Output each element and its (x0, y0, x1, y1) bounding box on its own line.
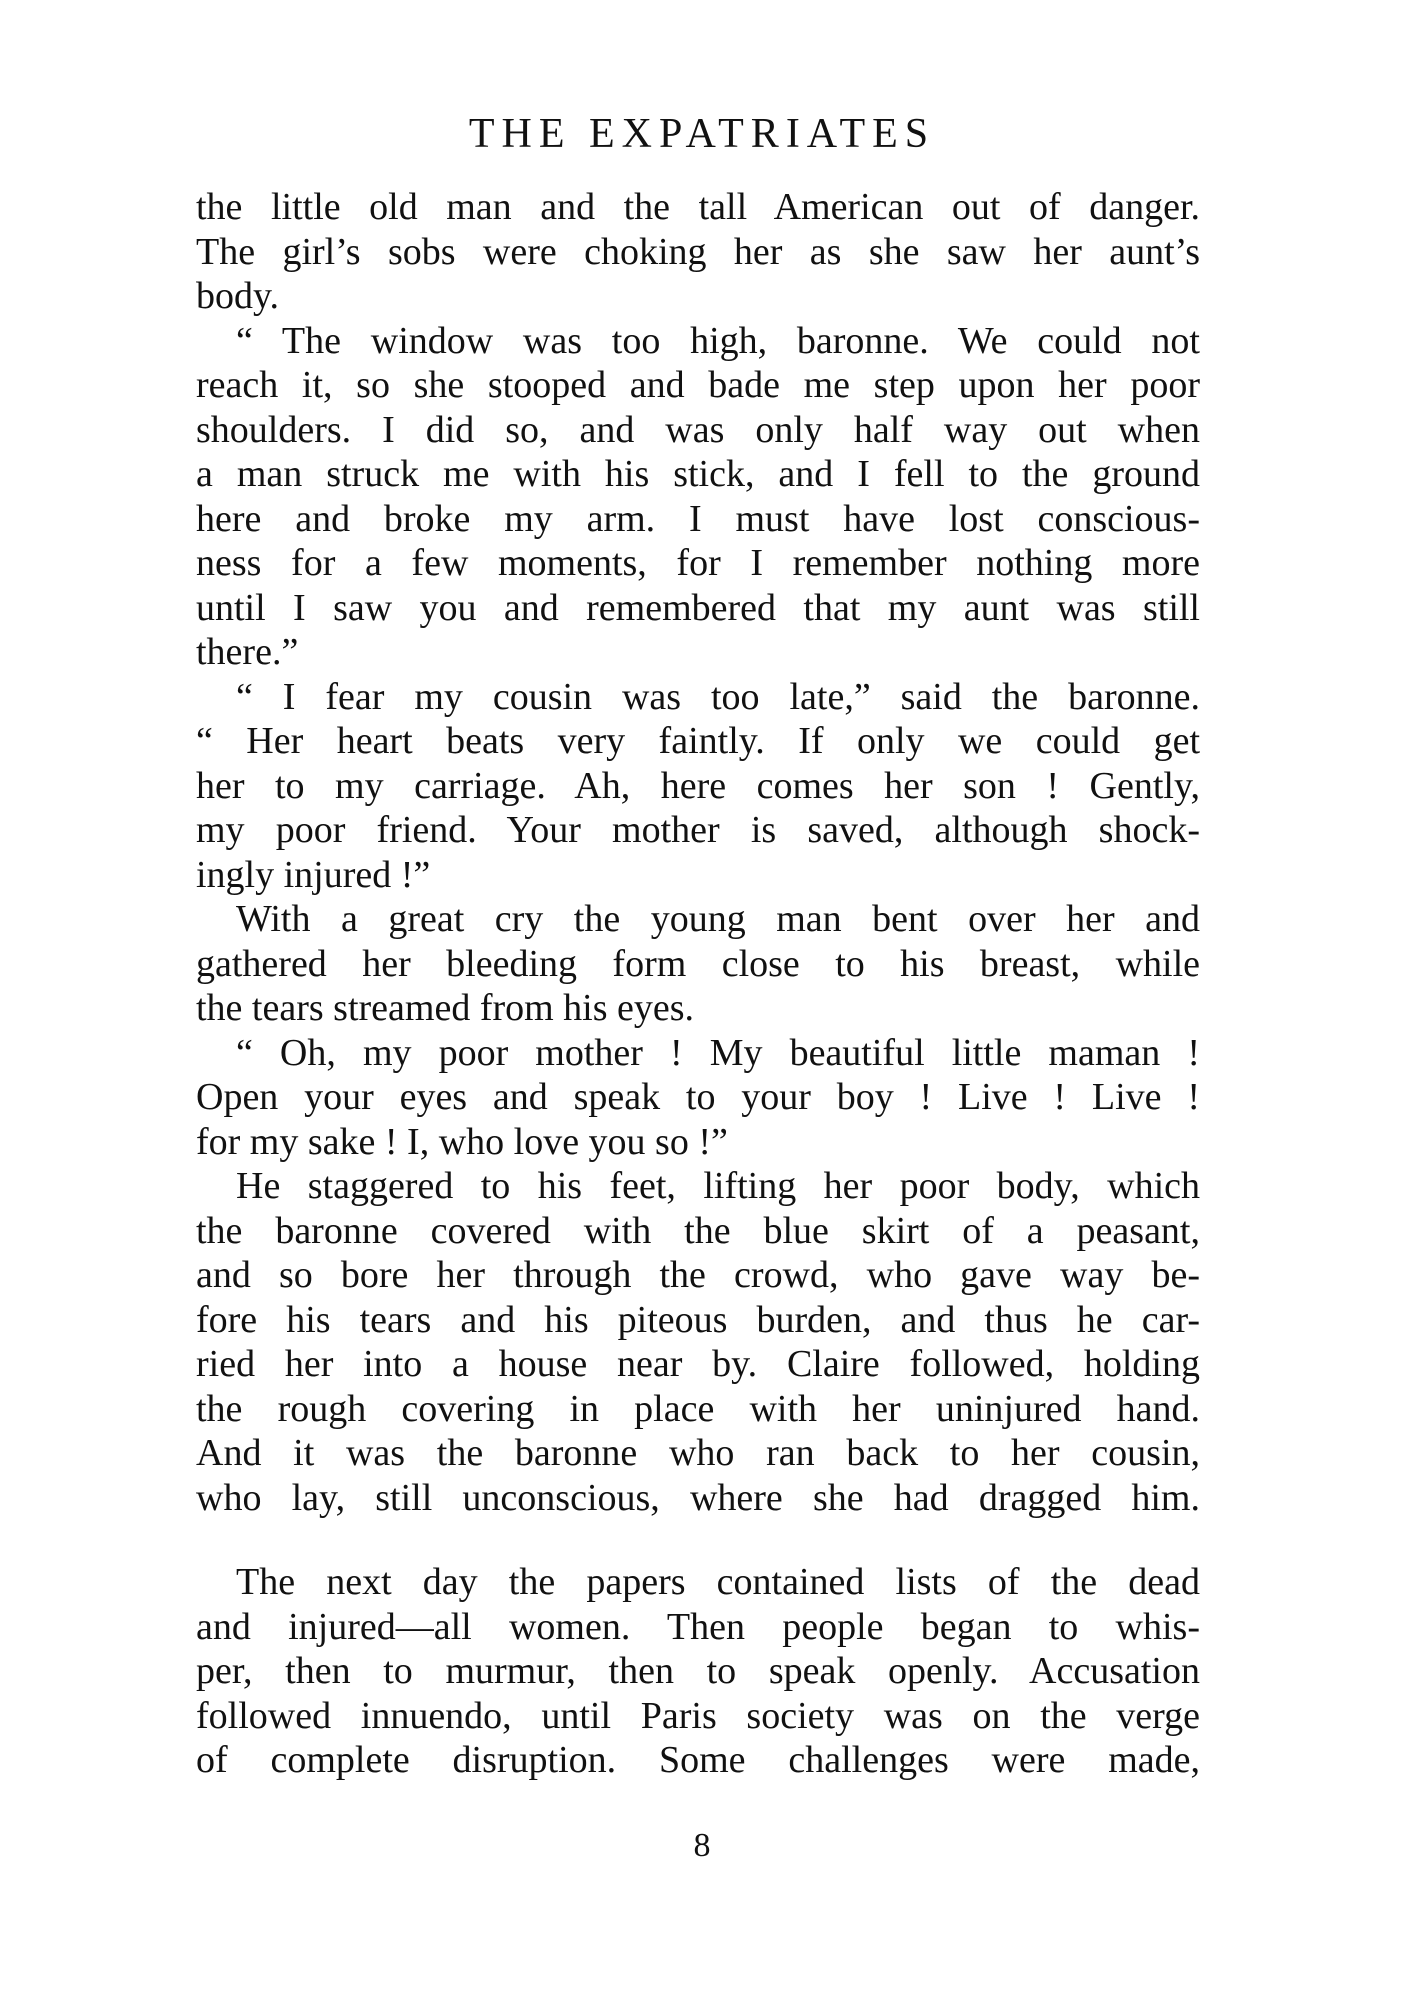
text-line: per, then to murmur, then to speak openly. Accusation (196, 1650, 1200, 1692)
text-line: ried her into a house near by. Claire followed, holding (196, 1343, 1200, 1385)
text-line: Open your eyes and speak to your boy ! Live ! Live ! (196, 1076, 1200, 1118)
text-line: her to my carriage. Ah, here comes her son ! Gently, (196, 764, 1200, 807)
text-line: my poor friend. Your mother is saved, although shock- (196, 809, 1200, 851)
text-line: the baronne covered with the blue skirt of a peasant, (196, 1209, 1200, 1252)
text-line: of complete disruption. Some challenges were made, (196, 1739, 1200, 1781)
text-line: here and broke my arm. I must have lost conscious- (196, 497, 1200, 540)
page-number: 8 (693, 1827, 711, 1864)
text-line: The girl’s sobs were choking her as she saw her aunt’s (196, 230, 1200, 273)
text-line: for my sake ! I, who love you so !” (196, 1120, 728, 1163)
body-text-section-1 (196, 185, 1200, 1520)
text-line: The next day the papers contained lists of the dead (236, 1561, 1200, 1603)
text-line: reach it, so she stooped and bade me step upon her poor (196, 364, 1200, 406)
text-line: there.” (196, 631, 299, 673)
text-line: and so bore her through the crowd, who gave way be- (196, 1254, 1200, 1296)
text-line: “ Her heart beats very faintly. If only we could get (196, 720, 1200, 762)
text-line: followed innuendo, until Paris society was on the verge (196, 1694, 1200, 1737)
text-line: the little old man and the tall American out of danger. (196, 186, 1200, 228)
text-line: until I saw you and remembered that my aunt was still (196, 586, 1200, 629)
text-line: fore his tears and his piteous burden, and thus he car- (196, 1298, 1200, 1341)
text-line: shoulders. I did so, and was only half way out when (196, 408, 1200, 451)
text-line: gathered her bleeding form close to his breast, while (196, 942, 1200, 985)
text-line: and injured—all women. Then people began to whis- (196, 1605, 1200, 1648)
text-line: “ Oh, my poor mother ! My beautiful little maman ! (236, 1031, 1200, 1074)
text-line: “ The window was too high, baronne. We could not (236, 319, 1200, 362)
running-head: THE EXPATRIATES (468, 111, 936, 157)
text-line: the rough covering in place with her uninjured hand. (196, 1387, 1200, 1430)
text-line: With a great cry the young man bent over her and (236, 898, 1200, 940)
text-line: “ I fear my cousin was too late,” said the baronne. (236, 675, 1200, 718)
text-line: a man struck me with his stick, and I fell to the ground (196, 453, 1200, 495)
text-line: ness for a few moments, for I remember nothing more (196, 542, 1200, 584)
text-line: who lay, still unconscious, where she had dragged him. (196, 1476, 1200, 1519)
text-line: the tears streamed from his eyes. (196, 987, 695, 1029)
text-line: body. (196, 275, 280, 317)
text-line: And it was the baronne who ran back to her cousin, (196, 1432, 1200, 1474)
text-line: He staggered to his feet, lifting her poor body, which (236, 1165, 1200, 1207)
text-line: ingly injured !” (196, 853, 431, 896)
body-text-section-2 (196, 1560, 1200, 1783)
